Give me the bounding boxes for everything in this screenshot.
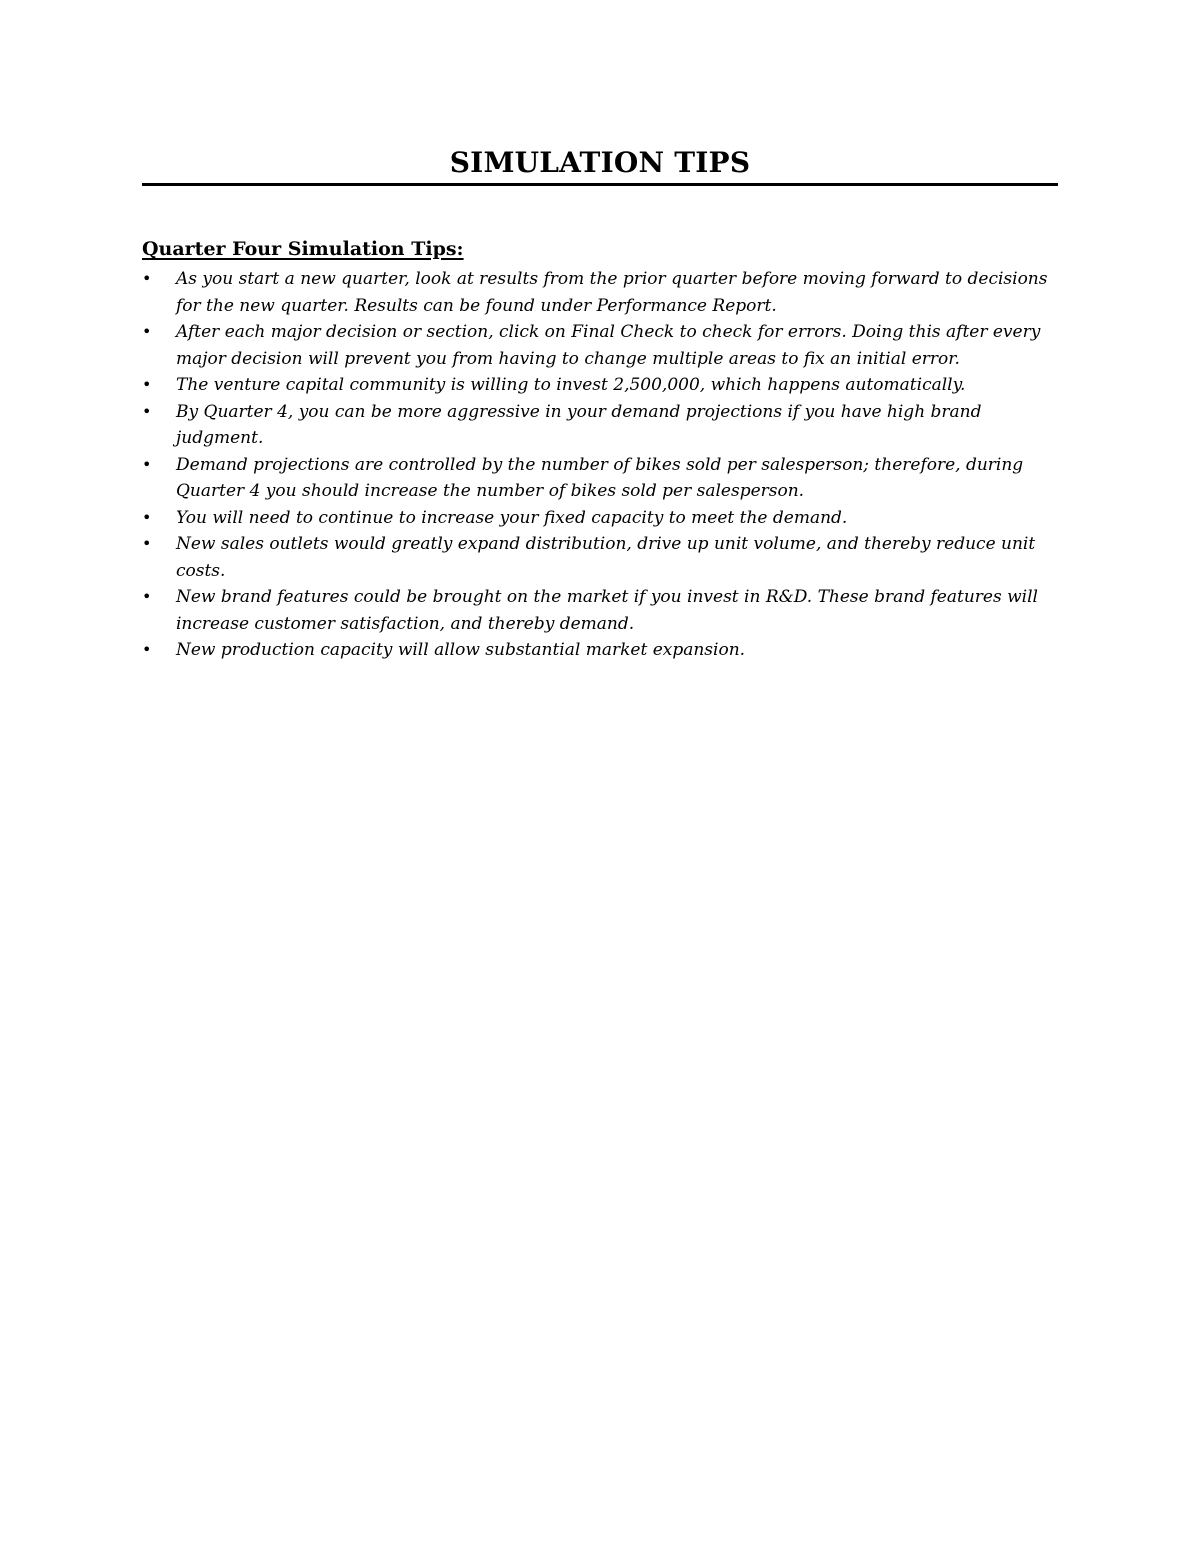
tip-item (142, 319, 1058, 372)
tip-item (142, 372, 1058, 399)
bullet-icon: • (142, 269, 152, 288)
tip-text: Demand projections are controlled by the number of bikes sold per salesperson; therefore, during Quarter 4 you should increase the number of bikes sold per salesperson. (176, 454, 1024, 501)
bullet-icon: • (142, 640, 152, 659)
tips-list (142, 266, 1058, 664)
bullet-icon: • (142, 507, 152, 527)
tip-text: New production capacity will allow substantial market expansion. (176, 640, 746, 660)
document-title: SIMULATION TIPS (449, 146, 751, 179)
section-heading: Quarter Four Simulation Tips: (142, 238, 464, 260)
tip-item (142, 266, 1058, 319)
tip-item (142, 505, 1058, 532)
tip-text: New sales outlets would greatly expand distribution, drive up unit volume, and thereby reduce unit costs. (176, 534, 1036, 581)
bullet-icon: • (142, 375, 152, 394)
bullet-icon: • (142, 454, 152, 474)
tip-text: The venture capital community is willing to invest 2,500,000, which happens automatically. (176, 375, 966, 395)
bullet-icon: • (142, 587, 152, 606)
bullet-icon: • (142, 534, 152, 553)
tip-item (142, 452, 1058, 505)
tip-item (142, 584, 1058, 637)
tip-text: By Quarter 4, you can be more aggressive in your demand projections if you have high brand judgment. (176, 401, 982, 448)
tip-text: After each major decision or section, click on Final Check to check for errors. Doing this after every major decision will prevent you from having to change multiple areas to fix an initial error. (176, 322, 1041, 369)
tip-text: You will need to continue to increase your fixed capacity to meet the demand. (176, 507, 848, 528)
tip-text: As you start a new quarter, look at results from the prior quarter before moving forward to decisions for the new quarter. Results can be found under Performance Report. (176, 269, 1048, 316)
tip-item (142, 637, 1058, 664)
title-underline-rule (142, 183, 1058, 186)
tip-item (142, 531, 1058, 584)
bullet-icon: • (142, 322, 152, 341)
tip-item (142, 399, 1058, 452)
bullet-icon: • (142, 401, 152, 421)
tip-text: New brand features could be brought on the market if you invest in R&D. These brand features will increase customer satisfaction, and thereby demand. (176, 587, 1038, 634)
